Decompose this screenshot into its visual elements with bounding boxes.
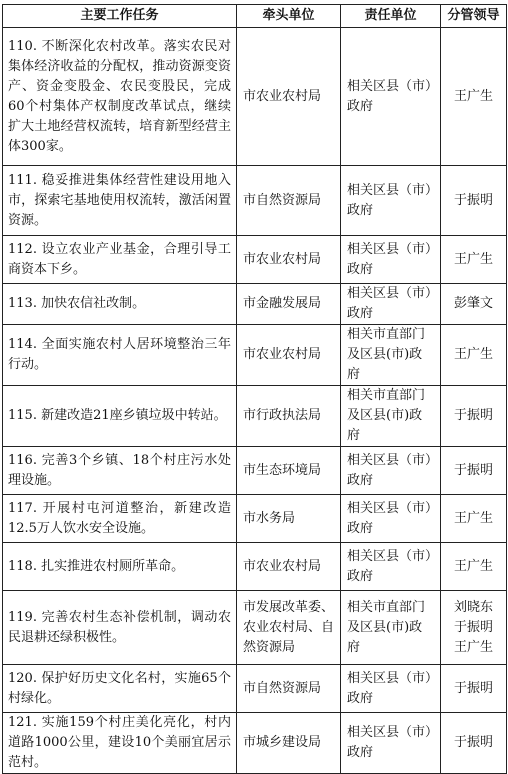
table-header: [3, 5, 507, 28]
header-row: [3, 5, 507, 28]
lead-unit-cell: 市金融发展局: [237, 284, 341, 325]
responsible-unit-cell: 相关区县（市）政府: [341, 236, 441, 284]
leader-name: 王广生: [453, 558, 493, 574]
responsible-unit-cell: 相关区县（市）政府: [341, 665, 441, 713]
responsible-unit-cell: 相关区县（市）政府: [341, 543, 441, 591]
leader-name: 于振明: [453, 462, 493, 478]
leader-name: 于振明: [453, 619, 493, 635]
leader-cell: [441, 236, 507, 284]
table-row: [3, 447, 507, 495]
task-cell: 119. 完善农村生态补偿机制，调动农民退耕还绿积极性。: [3, 591, 237, 665]
responsible-unit-cell: 相关区县（市）政府: [341, 713, 441, 774]
lead-unit-cell: 市农业农村局: [237, 543, 341, 591]
lead-unit-cell: 市发展改革委、农业农村局、自然资源局: [237, 591, 341, 665]
table-row: [3, 665, 507, 713]
task-cell: 112. 设立农业产业基金，合理引导工商资本下乡。: [3, 236, 237, 284]
lead-unit-cell: 市行政执法局: [237, 386, 341, 447]
responsible-unit-cell: 相关区县（市）政府: [341, 284, 441, 325]
responsible-unit-cell: 相关市直部门及区县(市)政府: [341, 591, 441, 665]
header-leader: 分管领导: [441, 5, 507, 28]
leader-name: 王广生: [453, 347, 493, 362]
header-responsible-unit: 责任单位: [341, 5, 441, 28]
table-row: [3, 495, 507, 543]
leader-cell: [441, 543, 507, 591]
leader-name: 王广生: [453, 251, 493, 267]
table-row: [3, 28, 507, 166]
leader-cell: [441, 713, 507, 774]
lead-unit-cell: 市自然资源局: [237, 166, 341, 236]
leader-cell: [441, 495, 507, 543]
responsible-unit-cell: 相关区县（市）政府: [341, 447, 441, 495]
task-cell: 113. 加快农信社改制。: [3, 284, 237, 325]
leader-name: 于振明: [453, 192, 493, 208]
header-lead-unit: 牵头单位: [237, 5, 341, 28]
leader-name: 于振明: [453, 408, 493, 423]
task-cell: 114. 全面实施农村人居环境整治三年行动。: [3, 325, 237, 386]
responsible-unit-cell: 相关市直部门及区县(市)政府: [341, 386, 441, 447]
header-task: 主要工作任务: [3, 5, 237, 28]
task-cell: 118. 扎实推进农村厕所革命。: [3, 543, 237, 591]
lead-unit-cell: 市城乡建设局: [237, 713, 341, 774]
leader-cell: [441, 166, 507, 236]
task-cell: 110. 不断深化农村改革。落实农民对集体经济收益的分配权，推动资源变资产、资金变股金、农民变股民，完成60个村集体产权制度改革试点，继续扩大土地经营权流转，培育新型经营主体300家。: [3, 28, 237, 166]
task-cell: 116. 完善3个乡镇、18个村庄污水处理设施。: [3, 447, 237, 495]
leader-cell: [441, 591, 507, 665]
leader-cell: [441, 28, 507, 166]
leader-cell: [441, 284, 507, 325]
lead-unit-cell: 市自然资源局: [237, 665, 341, 713]
leader-name: 于振明: [453, 735, 493, 750]
table-row: [3, 386, 507, 447]
responsible-unit-cell: 相关市直部门及区县(市)政府: [341, 325, 441, 386]
leader-cell: [441, 665, 507, 713]
lead-unit-cell: 市农业农村局: [237, 28, 341, 166]
table-row: [3, 713, 507, 774]
responsible-unit-cell: 相关区县（市）政府: [341, 28, 441, 166]
task-cell: 117. 开展村屯河道整治，新建改造12.5万人饮水安全设施。: [3, 495, 237, 543]
leader-cell: [441, 325, 507, 386]
task-cell: 115. 新建改造21座乡镇垃圾中转站。: [3, 386, 237, 447]
lead-unit-cell: 市农业农村局: [237, 325, 341, 386]
lead-unit-cell: 市水务局: [237, 495, 341, 543]
task-table: [2, 4, 507, 774]
table-body: [3, 28, 507, 774]
task-cell: 120. 保护好历史文化名村，实施65个村绿化。: [3, 665, 237, 713]
leader-name: 王广生: [453, 639, 493, 655]
leader-cell: [441, 386, 507, 447]
table-row: [3, 166, 507, 236]
table-row: [3, 325, 507, 386]
lead-unit-cell: 市生态环境局: [237, 447, 341, 495]
leader-name: 于振明: [453, 680, 493, 696]
leader-name: 王广生: [453, 88, 493, 104]
leader-name: 王广生: [453, 510, 493, 526]
responsible-unit-cell: 相关区县（市）政府: [341, 495, 441, 543]
leader-cell: [441, 447, 507, 495]
task-cell: 111. 稳妥推进集体经营性建设用地入市，探索宅基地使用权流转，激活闲置资源。: [3, 166, 237, 236]
leader-name: 彭肇文: [453, 296, 493, 311]
responsible-unit-cell: 相关区县（市）政府: [341, 166, 441, 236]
leader-name: 刘晓东: [453, 599, 493, 615]
lead-unit-cell: 市农业农村局: [237, 236, 341, 284]
table-row: [3, 284, 507, 325]
table-row: [3, 591, 507, 665]
task-cell: 121. 实施159个村庄美化亮化，村内道路1000公里，建设10个美丽宜居示范村。: [3, 713, 237, 774]
table-row: [3, 543, 507, 591]
table-row: [3, 236, 507, 284]
